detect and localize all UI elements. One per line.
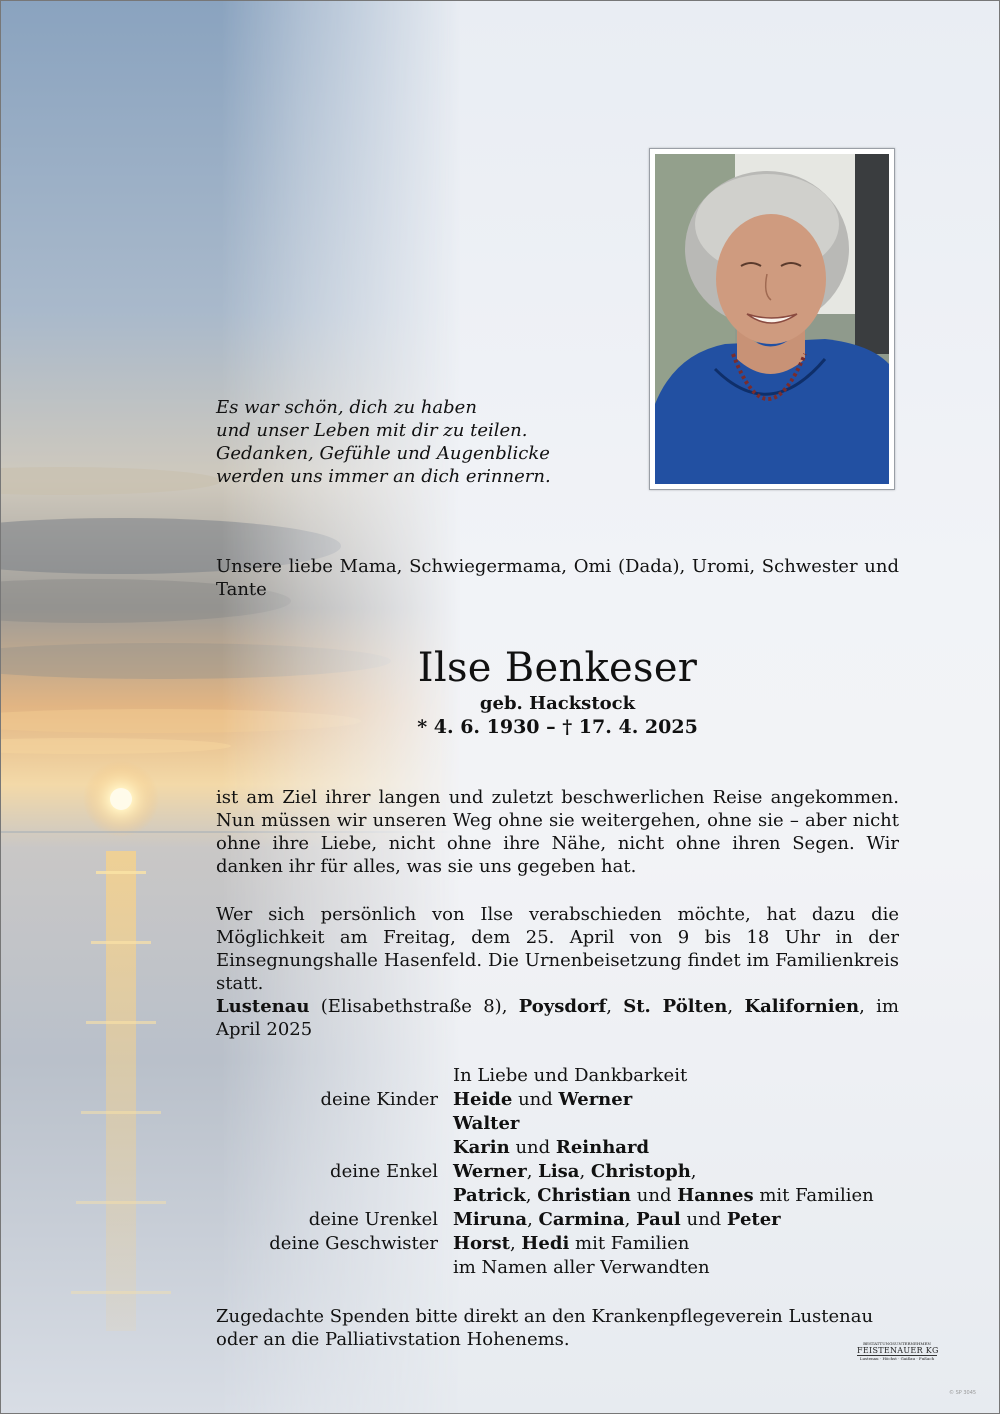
mourner-name: Karin bbox=[453, 1137, 510, 1158]
memorial-verse bbox=[216, 396, 616, 488]
logo-top-line: BESTATTUNGSUNTERNEHMEN bbox=[863, 1341, 931, 1346]
separator: , bbox=[525, 1185, 538, 1206]
mourner-name: Walter bbox=[453, 1113, 520, 1134]
mourner-name: Werner bbox=[453, 1161, 527, 1182]
conjunction: und bbox=[631, 1185, 678, 1206]
mourner-names bbox=[453, 1161, 697, 1182]
mourner-name: Lisa bbox=[538, 1161, 580, 1182]
mourner-names bbox=[453, 1113, 519, 1134]
mourner-name: Christoph bbox=[590, 1161, 691, 1182]
mourner-name: Miruna bbox=[453, 1209, 528, 1230]
mourner-name: Carmina bbox=[538, 1209, 625, 1230]
separator: , bbox=[690, 1161, 697, 1182]
mourner-name: Werner bbox=[558, 1089, 633, 1110]
verse-line: und unser Leben mit dir zu teilen. bbox=[216, 420, 528, 441]
relatives-line: im Namen aller Verwandten bbox=[453, 1257, 710, 1278]
mourners-row bbox=[216, 1233, 916, 1257]
donation-note: Zugedachte Spenden bitte direkt an den Krankenpflegeverein Lustenau oder an die Palliativstation Hohenems. bbox=[216, 1306, 874, 1350]
mourners-row bbox=[216, 1257, 916, 1281]
conjunction: und bbox=[680, 1209, 727, 1230]
separator: , bbox=[727, 996, 745, 1017]
mourner-names bbox=[453, 1233, 689, 1254]
place-name: Poysdorf bbox=[518, 996, 607, 1017]
mourner-names bbox=[453, 1185, 874, 1206]
mourner-name: Heide bbox=[453, 1089, 513, 1110]
logo-name: FEISTENAUER KG bbox=[857, 1346, 939, 1355]
separator: , bbox=[527, 1209, 539, 1230]
places-and-date bbox=[216, 995, 899, 1041]
relation-label: deine Geschwister bbox=[269, 1233, 438, 1254]
separator: , bbox=[579, 1161, 591, 1182]
verse-line: Es war schön, dich zu haben bbox=[216, 397, 477, 418]
separator: , bbox=[606, 996, 624, 1017]
mourner-name: Christian bbox=[537, 1185, 632, 1206]
separator: , bbox=[624, 1209, 637, 1230]
message-text: ist am Ziel ihrer langen und zuletzt beschwerlichen Reise angekommen. Nun müssen wir unseren Weg ohne sie weitergehen, ohne sie – aber nicht ohne ihre Liebe, nicht ohne ihre Nähe, nicht ohne ihren Segen. Wir danken ihr für alles, was sie uns gegeben hat. bbox=[216, 787, 899, 877]
mourners-row bbox=[216, 1137, 916, 1161]
maiden-name: geb. Hackstock bbox=[479, 693, 636, 714]
conjunction: und bbox=[509, 1137, 556, 1158]
mourner-name: Patrick bbox=[453, 1185, 526, 1206]
mourner-names bbox=[453, 1137, 649, 1158]
mourners-row bbox=[216, 1113, 916, 1137]
print-code: © SP 3045 bbox=[949, 1390, 977, 1396]
mourner-name: Reinhard bbox=[555, 1137, 650, 1158]
date-text: , im April 2025 bbox=[216, 996, 899, 1040]
logo-locations: Lustenau · Höchst · Gaißau · Fußach bbox=[859, 1356, 935, 1361]
place-name: St. Pölten bbox=[623, 996, 728, 1017]
mourner-name: Peter bbox=[726, 1209, 781, 1230]
with-families: mit Familien bbox=[569, 1233, 690, 1254]
place-name: Lustenau bbox=[216, 996, 310, 1017]
conjunction: und bbox=[512, 1089, 559, 1110]
deceased-block bbox=[216, 643, 899, 740]
verse-line: werden uns immer an dich erinnern. bbox=[216, 466, 551, 487]
mourners-row bbox=[216, 1185, 916, 1209]
relation-label: deine Enkel bbox=[330, 1161, 438, 1182]
mourner-names bbox=[453, 1209, 781, 1230]
undertaker-logo bbox=[857, 1341, 937, 1367]
mourner-name: Horst bbox=[453, 1233, 510, 1254]
mourner-name: Hannes bbox=[677, 1185, 754, 1206]
separator: , bbox=[509, 1233, 522, 1254]
mourners-heading: In Liebe und Dankbarkeit bbox=[453, 1065, 688, 1086]
place-note: (Elisabethstraße 8), bbox=[309, 996, 519, 1017]
mourner-name: Hedi bbox=[521, 1233, 570, 1254]
with-families: mit Familien bbox=[753, 1185, 874, 1206]
deceased-name: Ilse Benkeser bbox=[417, 645, 698, 691]
relation-label: deine Kinder bbox=[320, 1089, 438, 1110]
intro-text: Unsere liebe Mama, Schwiegermama, Omi (Dada), Uromi, Schwester und Tante bbox=[216, 556, 899, 600]
separator: , bbox=[526, 1161, 539, 1182]
place-name: Kalifornien bbox=[744, 996, 860, 1017]
mourners-row bbox=[216, 1065, 916, 1089]
mourners-row bbox=[216, 1089, 916, 1113]
verse-line: Gedanken, Gefühle und Augenblicke bbox=[216, 443, 550, 464]
farewell-text: Wer sich persönlich von Ilse verabschieden möchte, hat dazu die Möglichkeit am Freitag, dem 25. April von 9 bis 18 Uhr in der Einsegnungshalle Hasenfeld. Die Urnenbeisetzung findet im Familienkreis statt. bbox=[216, 904, 899, 994]
mourner-names bbox=[453, 1089, 632, 1110]
life-dates: * 4. 6. 1930 – † 17. 4. 2025 bbox=[417, 716, 698, 738]
relation-label: deine Urenkel bbox=[308, 1209, 438, 1230]
mourners-row bbox=[216, 1209, 916, 1233]
mourner-name: Paul bbox=[636, 1209, 681, 1230]
portrait-photo bbox=[649, 148, 895, 490]
mourners-list bbox=[216, 1065, 916, 1281]
mourners-row bbox=[216, 1161, 916, 1185]
